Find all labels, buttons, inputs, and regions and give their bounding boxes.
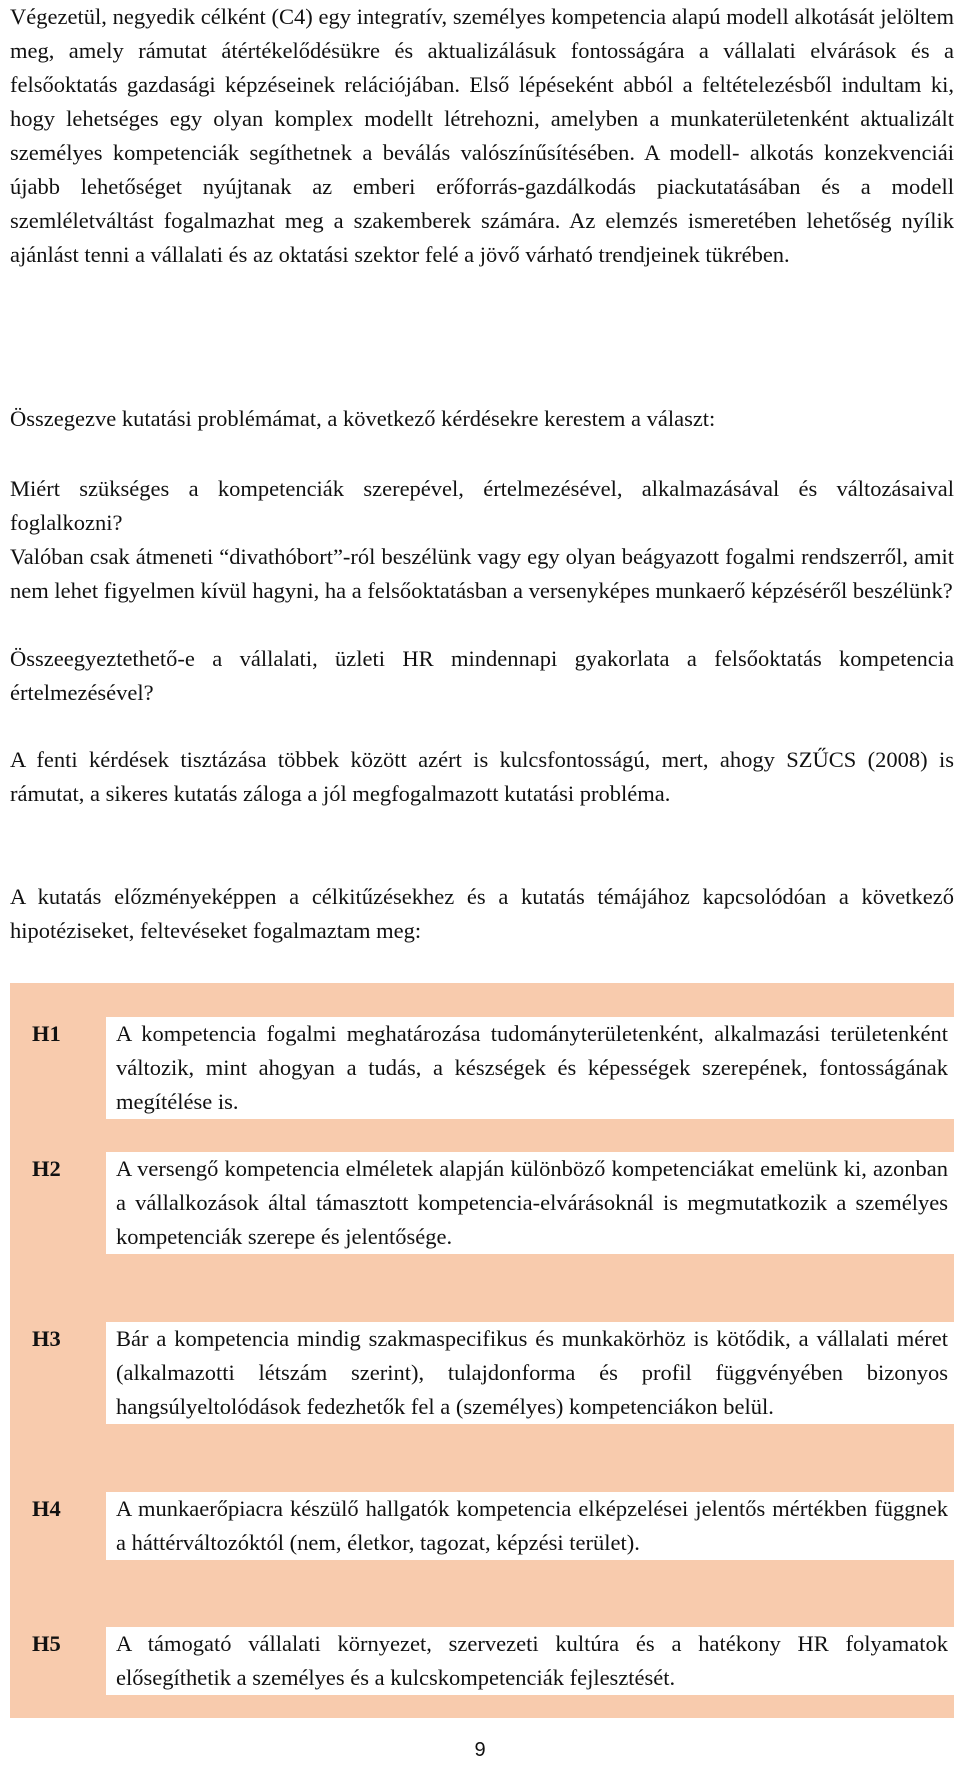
paragraph-hypotheses-intro: A kutatás előzményeképpen a célkitűzésekhez és a kutatás témájához kapcsolódóan a következő hipotéziseket, feltevéseket fogalmaztam meg: bbox=[10, 884, 954, 943]
paragraph-goal-c4: Végezetül, negyedik célként (C4) egy integratív, személyes kompetencia alapú modell alkotását jelöltem meg, amely rámutat átértékelődésükre és aktualizálásuk fontosságára a vállalati elvárások és a felsőoktatás gazdasági képzéseinek relációjában. Első lépéseként abból a feltételezésből indultam ki, hogy lehetséges egy olyan komplex modellt létrehozni, amelyben a munkaterületenként aktualizált személyes kompetenciák segíthetnek a beválás valószínűsítésében. A modell- alkotás konzekvenciái újabb lehetőséget nyújtanak az emberi erőforrás-gazdálkodás piackutatásában és a modell szemléletváltást fogalmazhat meg a szakemberek számára. Az elemzés ismeretében lehetőség nyílik ajánlást tenni a vállalati és az oktatási szektor felé a jövő várható trendjeinek tükrében. bbox=[10, 4, 954, 267]
hypotheses-box bbox=[10, 983, 954, 1718]
paragraph-question-1: Miért szükséges a kompetenciák szerepével, értelmezésével, alkalmazásával és változásaival foglalkozni? bbox=[10, 476, 954, 535]
paragraph-importance: A fenti kérdések tisztázása többek között azért is kulcsfontosságú, mert, ahogy SZŰCS (2008) is rámutat, a sikeres kutatás záloga a jól megfogalmazott kutatási probléma. bbox=[10, 747, 954, 806]
hypothesis-text-h2: A versengő kompetencia elméletek alapján különböző kompetenciákat emelünk ki, azonban a vállalkozások által támasztott kompetencia-elvárásoknál is megmutatkozik a személyes kompetenciák szerepe és jelentősége. bbox=[106, 1152, 958, 1254]
hypothesis-label-h5: H5 bbox=[32, 1631, 61, 1656]
hypothesis-text-h4: A munkaerőpiacra készülő hallgatók kompetencia elképzelései jelentős mértékben függnek a háttérváltozóktól (nem, életkor, tagozat, képzési terület). bbox=[106, 1492, 958, 1560]
hypothesis-text-h1: A kompetencia fogalmi meghatározása tudományterületenként, alkalmazási területenként változik, mint ahogyan a tudás, a készségek és képességek szerepének, fontosságának megítélése is. bbox=[106, 1017, 958, 1119]
page-number: 9 bbox=[474, 1739, 486, 1761]
hypothesis-text-h5: A támogató vállalati környezet, szervezeti kultúra és a hatékony HR folyamatok elősegíthetik a személyes és a kulcskompetenciák fejlesztését. bbox=[106, 1627, 958, 1695]
paragraph-research-problem-intro: Összegezve kutatási problémámat, a következő kérdésekre kerestem a választ: bbox=[10, 406, 716, 431]
hypothesis-label-h1: H1 bbox=[32, 1021, 61, 1046]
hypothesis-label-h4: H4 bbox=[32, 1496, 61, 1521]
hypothesis-label-h3: H3 bbox=[32, 1326, 61, 1351]
paragraph-question-3: Összeegyeztethető-e a vállalati, üzleti HR mindennapi gyakorlata a felsőoktatás kompetencia értelmezésével? bbox=[10, 646, 954, 705]
hypothesis-label-h2: H2 bbox=[32, 1156, 61, 1181]
paragraph-question-2: Valóban csak átmeneti “divathóbort”-ról beszélünk vagy egy olyan beágyazott fogalmi rendszerről, amit nem lehet figyelmen kívül hagyni, ha a felsőoktatásban a versenyképes munkaerő képzéséről beszélünk? bbox=[10, 544, 954, 603]
hypothesis-text-h3: Bár a kompetencia mindig szakmaspecifikus és munkakörhöz is kötődik, a vállalati méret (alkalmazotti létszám szerint), tulajdonforma és profil függvényében bizonyos hangsúlyeltolódások fedezhetők fel a (személyes) kompetenciákon belül. bbox=[106, 1322, 958, 1424]
